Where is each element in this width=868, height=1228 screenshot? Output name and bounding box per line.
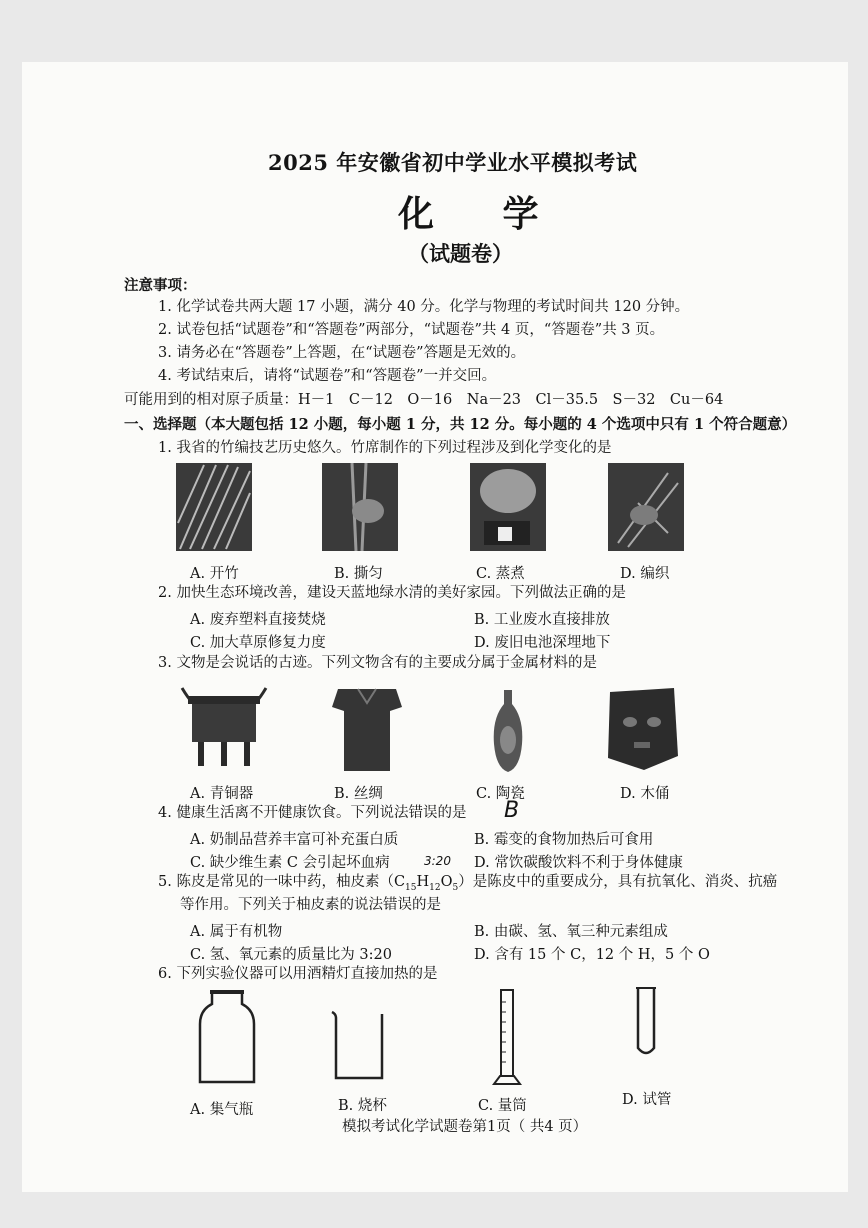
option-b: B. 由碳、氢、氧三种元素组成 <box>474 924 668 940</box>
section-heading: 一、选择题（本大题包括 12 小题，每小题 1 分，共 12 分。每小题的 4 个选项中只有 1 个符合题意） <box>124 416 797 433</box>
exam-title: 2025 年安徽省初中学业水平模拟考试 <box>268 150 638 175</box>
porcelain-vase-icon <box>488 688 528 774</box>
hands-tearing-icon <box>322 463 398 551</box>
option-d: D. 常饮碳酸饮料不利于身体健康 <box>474 855 683 871</box>
option-d: D. 试管 <box>622 1092 672 1108</box>
stem-text: ）是陈皮中的重要成分，具有抗氧化、消炎、抗癌 <box>458 874 778 890</box>
option-c: C. 加大草原修复力度 <box>190 635 326 651</box>
notice-item: 3. 请务必在“答题卷”上答题，在“试题卷”答题是无效的。 <box>158 345 526 361</box>
option-a: A. 奶制品营养丰富可补充蛋白质 <box>190 832 399 848</box>
stem-text: 5. 陈皮是常见的一味中药，柚皮素（C <box>158 874 406 890</box>
silk-garment-icon <box>330 685 404 773</box>
option-a: A. 开竹 <box>190 566 239 582</box>
bamboo-splitting-photo <box>176 463 252 551</box>
wooden-figurine-icon <box>604 686 680 772</box>
option-a: A. 属于有机物 <box>190 924 283 940</box>
gas-collecting-bottle-icon <box>196 990 258 1086</box>
question-stem: 2. 加快生态环境改善，建设天蓝地绿水清的美好家园。下列做法正确的是 <box>158 585 626 601</box>
graduated-cylinder-icon <box>492 988 522 1086</box>
paper-type: （试题卷） <box>408 241 513 266</box>
option-d: D. 木俑 <box>620 786 670 802</box>
bronze-vessel-icon <box>178 688 270 768</box>
option-a: A. 青铜器 <box>190 786 254 802</box>
handwritten-note: 3:20 <box>424 854 451 868</box>
option-d: D. 废旧电池深埋地下 <box>474 635 611 651</box>
bamboo-weaving-photo <box>608 463 684 551</box>
option-d: D. 编织 <box>620 566 670 582</box>
question-stem: 5. 陈皮是常见的一味中药，柚皮素$(C_{15}H_{12}O_5)$是陈皮中的重要成分，具有抗氧化、消炎、抗癌 <box>158 874 778 893</box>
atomic-masses: 可能用到的相对原子质量：H－1 C－12 O－16 Na－23 Cl－35.5 S－32 Cu－64 <box>124 392 724 408</box>
question-stem-continued: 等作用。下列关于柚皮素的说法错误的是 <box>180 897 441 913</box>
option-b: B. 工业废水直接排放 <box>474 612 610 628</box>
option-b: B. 丝绸 <box>334 786 383 802</box>
question-stem: 1. 我省的竹编技艺历史悠久。竹席制作的下列过程涉及到化学变化的是 <box>158 440 612 456</box>
notice-item: 1. 化学试卷共两大题 17 小题，满分 40 分。化学与物理的考试时间共 120 分钟。 <box>158 299 690 315</box>
handwritten-answer: B <box>504 798 520 823</box>
beaker-icon <box>330 1010 386 1082</box>
question-stem: 3. 文物是会说话的古迹。下列文物含有的主要成分属于金属材料的是 <box>158 655 597 671</box>
bamboo-tearing-photo <box>322 463 398 551</box>
notice-heading: 注意事项： <box>124 277 197 294</box>
bamboo-boiling-photo <box>470 463 546 551</box>
option-b: B. 烧杯 <box>338 1098 387 1114</box>
option-c: C. 缺少维生素 C 会引起坏血病 <box>190 855 390 871</box>
option-a: A. 集气瓶 <box>190 1102 254 1118</box>
option-d: D. 含有 15 个 C，12 个 H，5 个 O <box>474 947 710 963</box>
test-tube-icon <box>634 986 658 1058</box>
question-stem: 4. 健康生活离不开健康饮食。下列说法错误的是 <box>158 805 467 821</box>
weaving-icon <box>608 463 684 551</box>
bamboo-strips-icon <box>176 463 252 551</box>
steam-pot-icon <box>470 463 546 551</box>
option-c: C. 蒸煮 <box>476 566 525 582</box>
notice-item: 2. 试卷包括“试题卷”和“答题卷”两部分，“试题卷”共 4 页，“答题卷”共 3 页。 <box>158 322 665 338</box>
option-c: C. 氢、氧元素的质量比为 3:20 <box>190 947 392 963</box>
question-stem: 6. 下列实验仪器可以用酒精灯直接加热的是 <box>158 966 438 982</box>
subject-title: 化 学 <box>398 193 567 235</box>
option-c: C. 量筒 <box>478 1098 527 1114</box>
option-c: C. 陶瓷 <box>476 786 525 802</box>
page-footer: 模拟考试化学试题卷第1页（ 共4 页） <box>342 1119 588 1135</box>
option-a: A. 废弃塑料直接焚烧 <box>190 612 326 628</box>
option-b: B. 撕匀 <box>334 566 383 582</box>
notice-item: 4. 考试结束后，请将“试题卷”和“答题卷”一并交回。 <box>158 368 497 384</box>
option-b: B. 霉变的食物加热后可食用 <box>474 832 654 848</box>
